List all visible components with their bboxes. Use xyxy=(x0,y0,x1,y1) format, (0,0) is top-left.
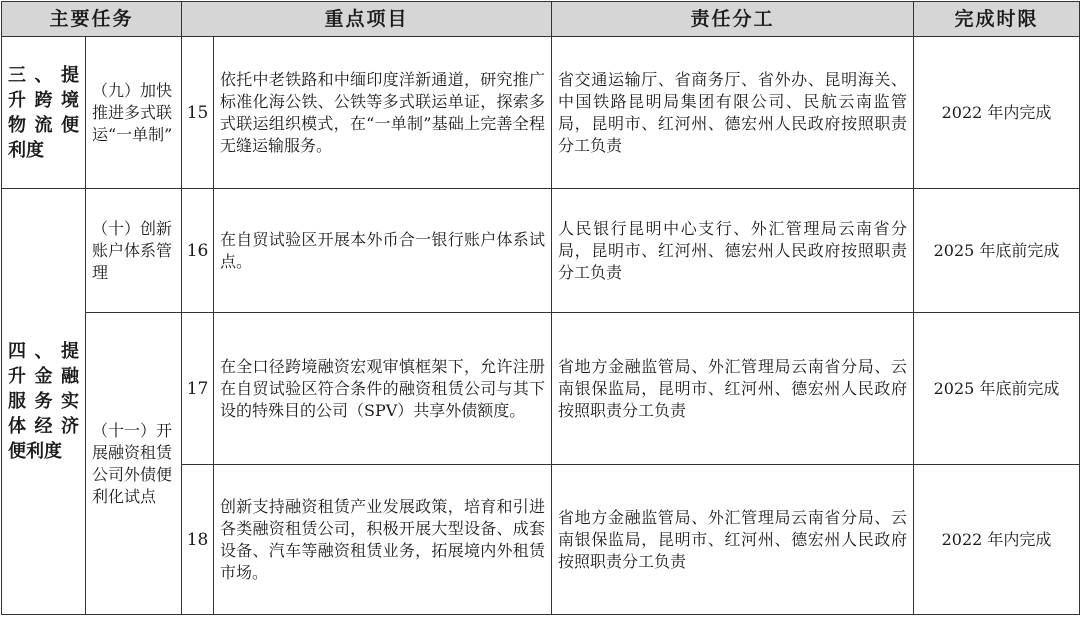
header-responsibility: 责任分工 xyxy=(552,2,914,37)
main-task-cell: 四、提升金融服务实体经济便利度 xyxy=(2,189,86,615)
item-number-cell: 17 xyxy=(182,313,214,465)
header-row xyxy=(2,2,1080,37)
deadline-cell: 2022 年内完成 xyxy=(914,465,1080,615)
item-number-cell: 18 xyxy=(182,465,214,615)
project-cell: 在自贸试验区开展本外币合一银行账户体系试点。 xyxy=(214,189,552,313)
responsibility-cell: 人民银行昆明中心支行、外汇管理局云南省分局，昆明市、红河州、德宏州人民政府按照职责分工负责 xyxy=(552,189,914,313)
project-cell: 依托中老铁路和中缅印度洋新通道，研究推广标准化海公铁、公铁等多式联运单证，探索多式联运组织模式，在“一单制”基础上完善全程无缝运输服务。 xyxy=(214,37,552,189)
responsibility-cell: 省地方金融监管局、外汇管理局云南省分局、云南银保监局，昆明市、红河州、德宏州人民政府按照职责分工负责 xyxy=(552,465,914,615)
deadline-cell: 2025 年底前完成 xyxy=(914,189,1080,313)
task-table xyxy=(1,1,1080,615)
table-row xyxy=(2,189,1080,313)
deadline-cell: 2022 年内完成 xyxy=(914,37,1080,189)
project-cell: 创新支持融资租赁产业发展政策，培育和引进各类融资租赁公司，积极开展大型设备、成套设备、汽车等融资租赁业务，拓展境内外租赁市场。 xyxy=(214,465,552,615)
sub-task-cell: （十）创新账户体系管理 xyxy=(86,189,182,313)
item-number-cell: 15 xyxy=(182,37,214,189)
header-project: 重点项目 xyxy=(182,2,552,37)
responsibility-cell: 省交通运输厅、省商务厅、省外办、昆明海关、中国铁路昆明局集团有限公司、民航云南监管局，昆明市、红河州、德宏州人民政府按照职责分工负责 xyxy=(552,37,914,189)
main-task-cell: 三、提升跨境物流便利度 xyxy=(2,37,86,189)
sub-task-cell: （九）加快推进多式联运“一单制” xyxy=(86,37,182,189)
item-number-cell: 16 xyxy=(182,189,214,313)
responsibility-cell: 省地方金融监管局、外汇管理局云南省分局、云南银保监局，昆明市、红河州、德宏州人民政府按照职责分工负责 xyxy=(552,313,914,465)
header-task: 主要任务 xyxy=(2,2,182,37)
table-row xyxy=(2,37,1080,189)
sub-task-cell: （十一）开展融资租赁公司外债便利化试点 xyxy=(86,313,182,615)
project-cell: 在全口径跨境融资宏观审慎框架下，允许注册在自贸试验区符合条件的融资租赁公司与其下设的特殊目的公司（SPV）共享外债额度。 xyxy=(214,313,552,465)
header-deadline: 完成时限 xyxy=(914,2,1080,37)
deadline-cell: 2025 年底前完成 xyxy=(914,313,1080,465)
table-row xyxy=(2,313,1080,465)
